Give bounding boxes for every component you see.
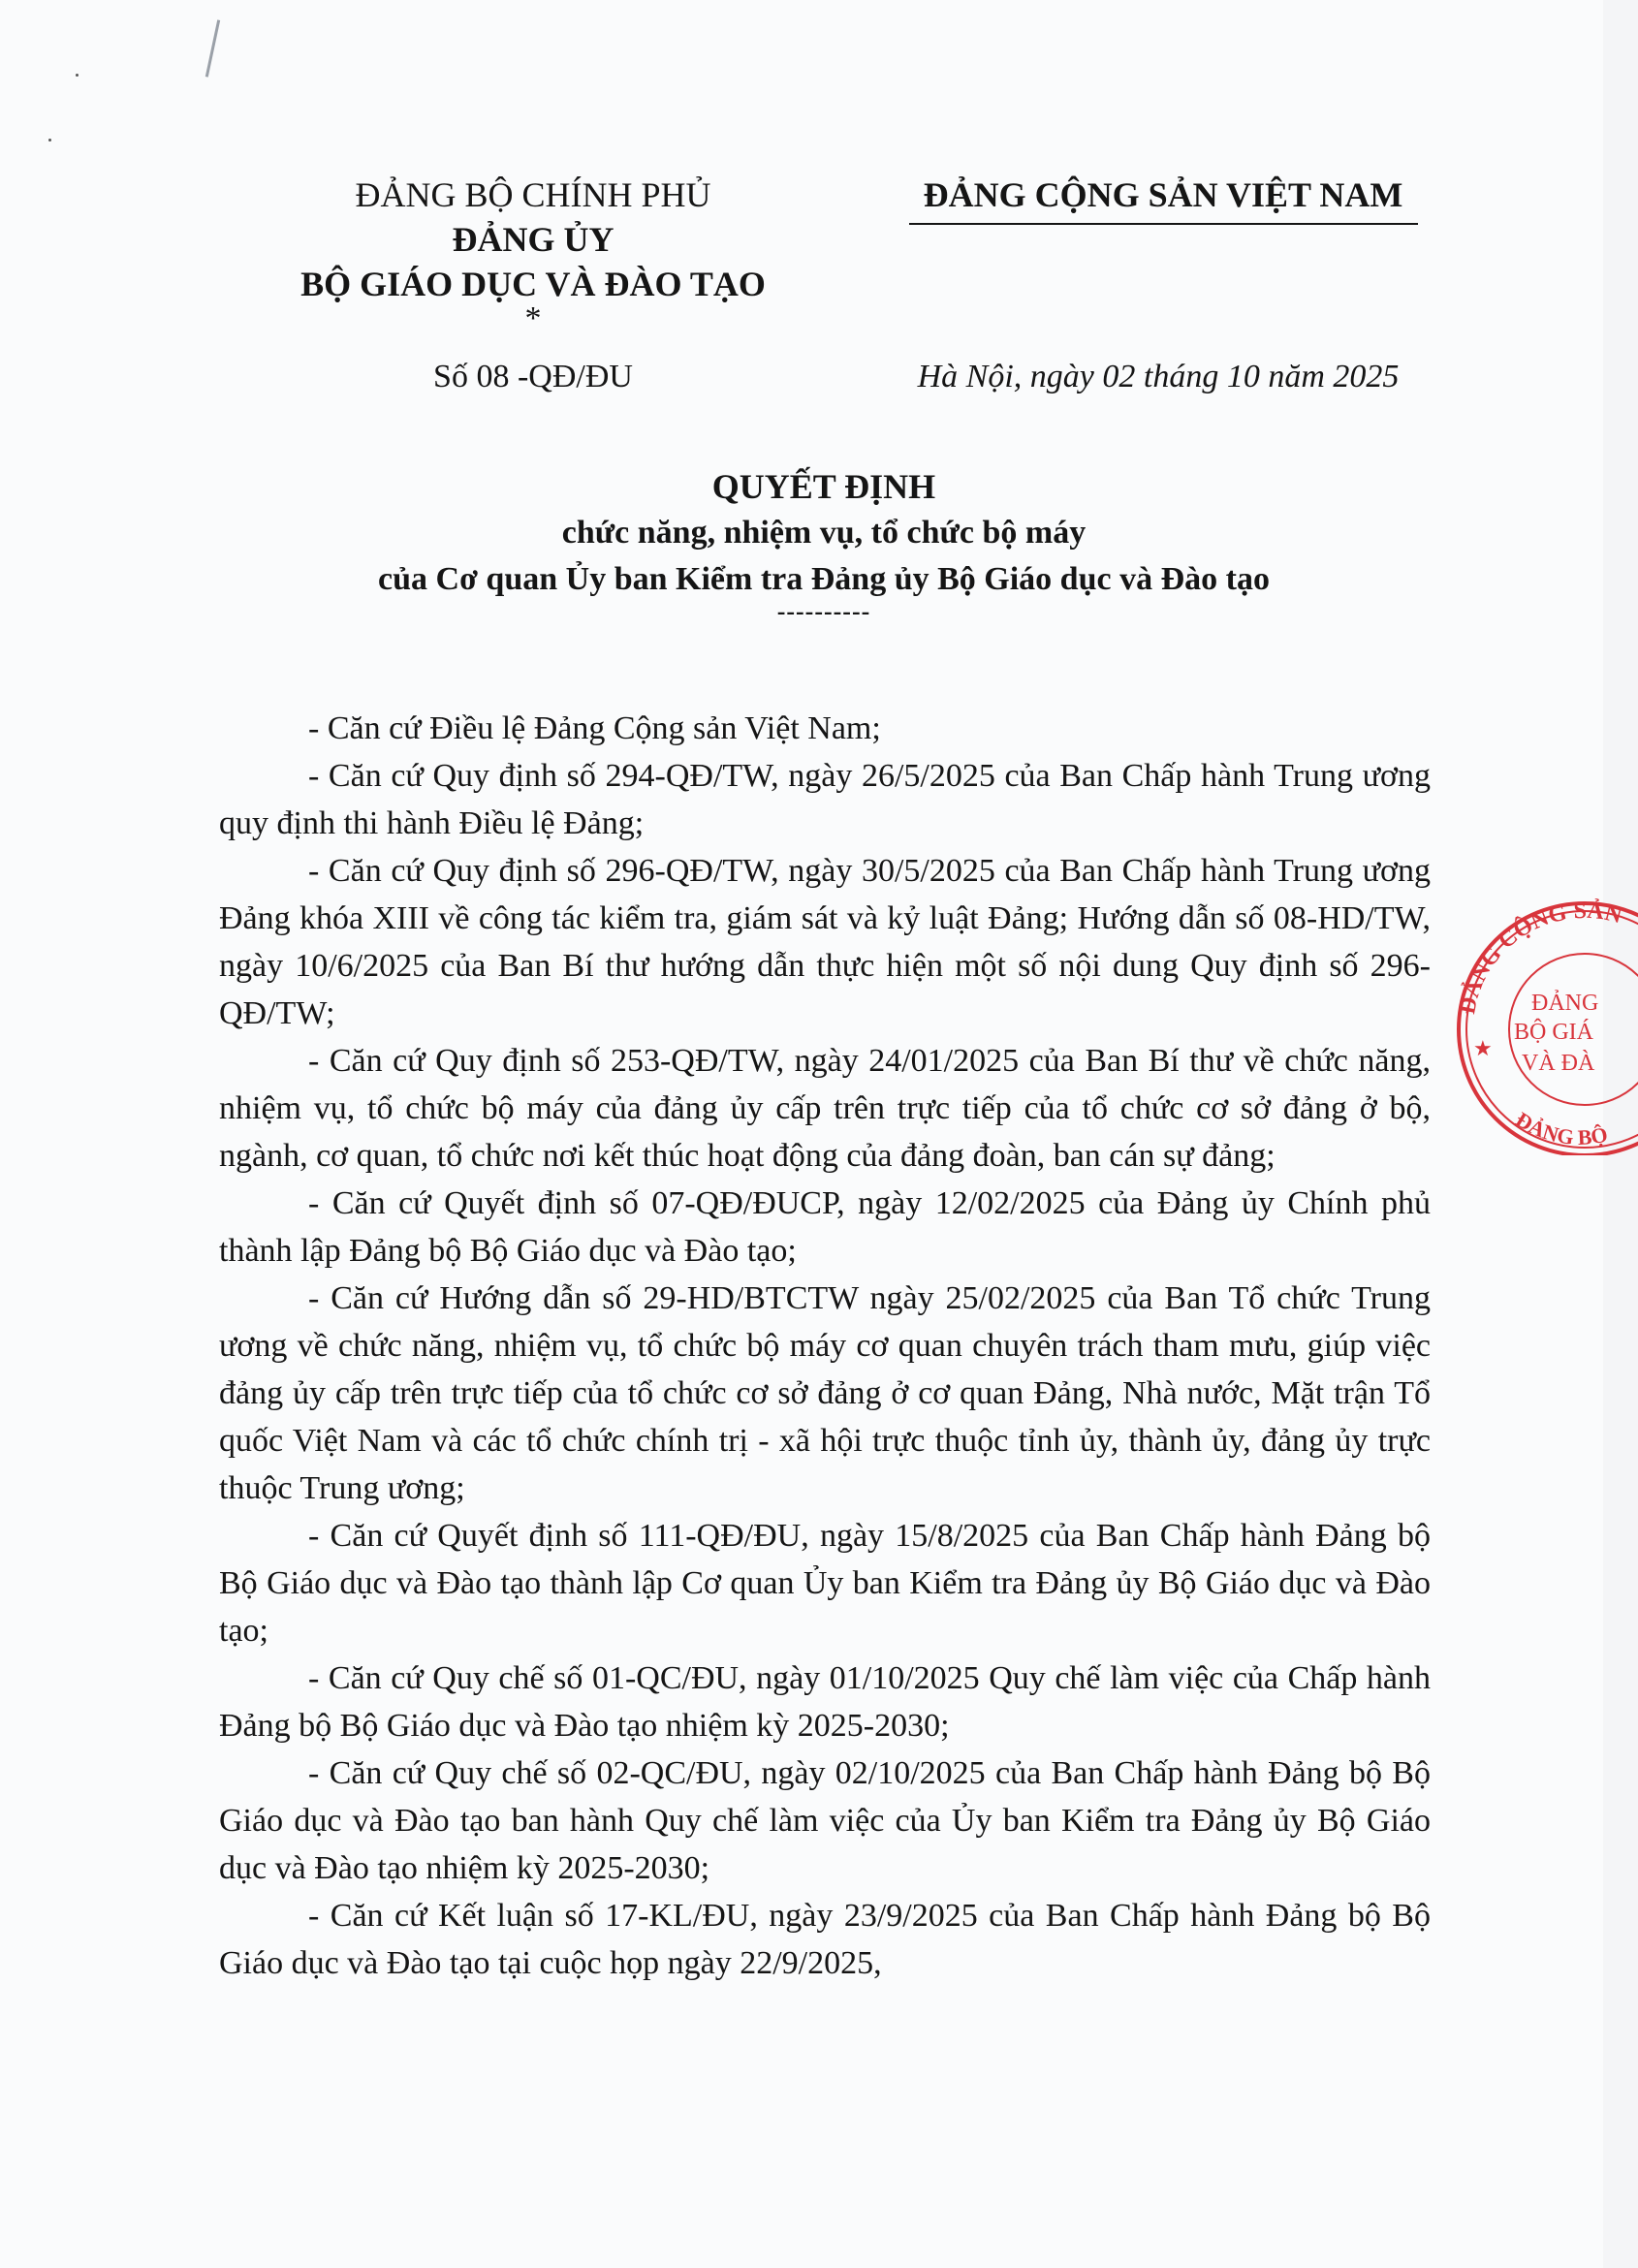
document-number: Số 08 -QĐ/ĐU xyxy=(433,359,633,394)
seal-star-icon: ★ xyxy=(1473,1037,1493,1061)
issuing-organization xyxy=(242,173,824,336)
document-type: QUYẾT ĐỊNH xyxy=(711,467,936,506)
org-star-mark: * xyxy=(524,300,542,336)
legal-basis-item: - Căn cứ Quy định số 253-QĐ/TW, ngày 24/01/2025 của Ban Bí thư về chức năng, nhiệm vụ, tổ chức bộ máy của đảng ủy cấp trên trực tiếp của tổ chức cơ sở đảng ở bộ, ngành, cơ quan, tổ chức nơi kết thúc hoạt động của đảng đoàn, ban cán sự đảng; xyxy=(219,1043,1431,1174)
party-name-underline xyxy=(909,223,1418,225)
org-ministry: BỘ GIÁO DỤC VÀ ĐÀO TẠO xyxy=(300,265,766,303)
seal-center-line2: BỘ GIÁ xyxy=(1514,1020,1593,1045)
legal-basis-item: - Căn cứ Hướng dẫn số 29-HD/BTCTW ngày 25/02/2025 của Ban Tổ chức Trung ương về chức năng, nhiệm vụ, tổ chức bộ máy cơ quan chuyên trách tham mưu, giúp việc đảng ủy cấp trên trực tiếp của tổ chức cơ sở đảng ở cơ quan Đảng, Nhà nước, Mặt trận Tổ quốc Việt Nam và các tổ chức chính trị - xã hội trực thuộc tỉnh ủy, thành ủy, đảng ủy trực thuộc Trung ương; xyxy=(219,1280,1431,1506)
seal-ring-text: ĐẢNG CỘNG SẢN xyxy=(1454,898,1625,1017)
place-and-date: Hà Nội, ngày 02 tháng 10 năm 2025 xyxy=(917,359,1400,394)
seal-center-line1: ĐẢNG xyxy=(1531,991,1599,1016)
scan-artifact xyxy=(205,19,220,77)
seal-bottom-text: ĐẢNG BỘ xyxy=(1511,1107,1610,1150)
legal-basis-list xyxy=(219,705,1431,1987)
official-seal-stamp xyxy=(1454,884,1638,1155)
seal-center-line3: VÀ ĐÀ xyxy=(1522,1051,1595,1076)
document-title xyxy=(213,463,1434,625)
legal-basis-item: - Căn cứ Kết luận số 17-KL/ĐU, ngày 23/9/2025 của Ban Chấp hành Đảng bộ Bộ Giáo dục và Đào tạo tại cuộc họp ngày 22/9/2025, xyxy=(219,1898,1431,1981)
scan-speck xyxy=(76,74,79,77)
legal-basis-item: - Căn cứ Quyết định số 111-QĐ/ĐU, ngày 15/8/2025 của Ban Chấp hành Đảng bộ Bộ Giáo dục và Đào tạo thành lập Cơ quan Ủy ban Kiểm tra Đảng ủy Bộ Giáo dục và Đào tạo; xyxy=(219,1518,1431,1649)
org-parent: ĐẢNG BỘ CHÍNH PHỦ xyxy=(355,175,711,214)
seal-graphic xyxy=(1454,884,1638,1155)
scan-speck xyxy=(48,139,51,142)
legal-basis-item: - Căn cứ Quy định số 296-QĐ/TW, ngày 30/5/2025 của Ban Chấp hành Trung ương Đảng khóa XIII về công tác kiểm tra, giám sát và kỷ luật Đảng; Hướng dẫn số 08-HD/TW, ngày 10/6/2025 của Ban Bí thư hướng dẫn thực hiện một số nội dung Quy định số 296-QĐ/TW; xyxy=(219,853,1431,1031)
title-separator: ---------- xyxy=(776,597,871,625)
party-heading xyxy=(892,173,1434,225)
party-name: ĐẢNG CỘNG SẢN VIỆT NAM xyxy=(923,175,1403,214)
legal-basis-item: - Căn cứ Quy chế số 02-QC/ĐU, ngày 02/10/2025 của Ban Chấp hành Đảng bộ Bộ Giáo dục và Đào tạo ban hành Quy chế làm việc của Ủy ban Kiểm tra Đảng ủy Bộ Giáo dục và Đào tạo nhiệm kỳ 2025-2030; xyxy=(219,1755,1431,1886)
title-line-1: chức năng, nhiệm vụ, tổ chức bộ máy xyxy=(561,515,1087,551)
legal-basis-item: - Căn cứ Quy định số 294-QĐ/TW, ngày 26/5/2025 của Ban Chấp hành Trung ương quy định thi hành Điều lệ Đảng; xyxy=(219,758,1431,841)
legal-basis-item: - Căn cứ Quyết định số 07-QĐ/ĐUCP, ngày 12/02/2025 của Đảng ủy Chính phủ thành lập Đảng bộ Bộ Giáo dục và Đào tạo; xyxy=(219,1185,1431,1269)
title-line-2: của Cơ quan Ủy ban Kiểm tra Đảng ủy Bộ Giáo dục và Đào tạo xyxy=(378,561,1270,597)
legal-basis-item: - Căn cứ Quy chế số 01-QC/ĐU, ngày 01/10/2025 Quy chế làm việc của Chấp hành Đảng bộ Bộ Giáo dục và Đào tạo nhiệm kỳ 2025-2030; xyxy=(219,1660,1431,1744)
legal-basis-item: - Căn cứ Điều lệ Đảng Cộng sản Việt Nam; xyxy=(308,710,881,746)
org-committee: ĐẢNG ỦY xyxy=(452,220,614,259)
